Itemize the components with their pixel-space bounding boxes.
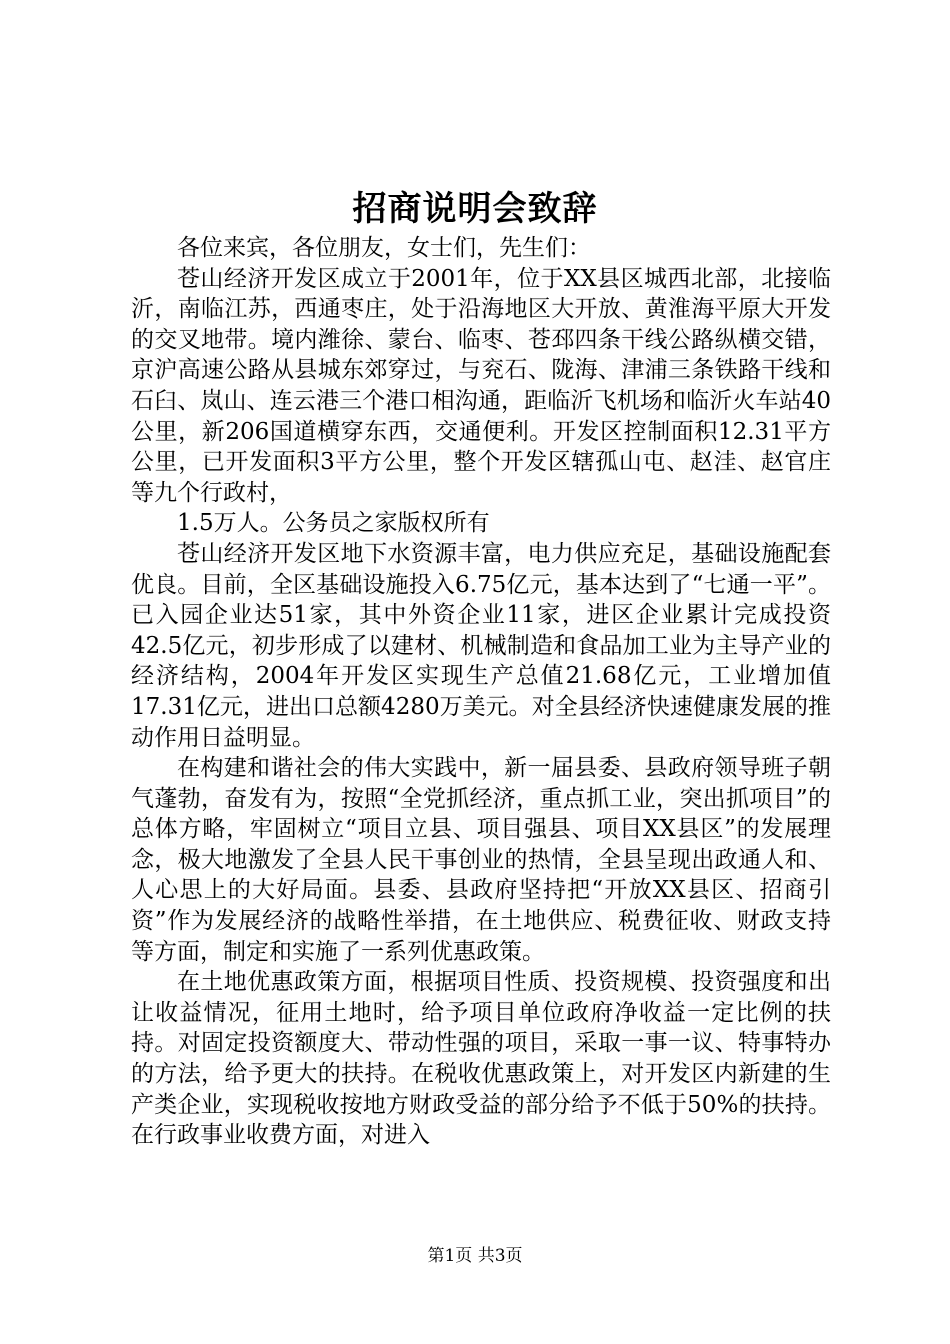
paragraph-population-note: 1.5万人。公务员之家版权所有 bbox=[177, 510, 490, 537]
document-title: 招商说明会致辞 bbox=[352, 189, 598, 229]
paragraph-overview: 苍山经济开发区成立于2001年，位于XX县区城西北部，北接临沂，南临江苏，西通枣庄，处于沿海地区大开放、黄淮海平原大开发的交叉地带。境内潍徐、蒙台、临枣、苍邳四条干线公路纵横交错，京沪高速公路从县城东郊穿过，与兖石、陇海、津浦三条铁路干线和石臼、岚山、连云港三个港口相沟通，距临沂飞机场和临沂火车站40公里，新206国道横穿东西，交通便利。开发区控制面积12.31平方公里，已开发面积3平方公里，整个开发区辖孤山屯、赵洼、赵官庄等九个行政村， bbox=[131, 265, 831, 506]
paragraph-development-strategy: 在构建和谐社会的伟大实践中，新一届县委、县政府领导班子朝气蓬勃，奋发有为，按照“全党抓经济，重点抓工业，突出抓项目”的总体方略，牢固树立“项目立县、项目强县、项目XX县区”的发展理念，极大地激发了全县人民干事创业的热情，全县呈现出政通人和、人心思上的大好局面。县委、县政府坚持把“开放XX县区、招商引资”作为发展经济的战略性举措，在土地供应、税费征收、财政支持等方面，制定和实施了一系列优惠政策。 bbox=[131, 755, 831, 965]
document-body bbox=[131, 233, 831, 1151]
page-footer: 第1页 共3页 bbox=[427, 1246, 523, 1266]
paragraph-infrastructure: 苍山经济开发区地下水资源丰富，电力供应充足，基础设施配套优良。目前，全区基础设施投入6.75亿元，基本达到了“七通一平”。已入园企业达51家，其中外资企业11家，进区企业累计完成投资42.5亿元，初步形成了以建材、机械制造和食品加工业为主导产业的经济结构，2004年开发区实现生产总值21.68亿元，工业增加值17.31亿元，进出口总额4280万美元。对全县经济快速健康发展的推动作用日益明显。 bbox=[131, 540, 831, 751]
paragraph-policy: 在土地优惠政策方面，根据项目性质、投资规模、投资强度和出让收益情况，征用土地时，给予项目单位政府净收益一定比例的扶持。对固定投资额度大、带动性强的项目，采取一事一议、特事特办的方法，给予更大的扶持。在税收优惠政策上，对开发区内新建的生产类企业，实现税收按地方财政受益的部分给予不低于50%的扶持。在行政事业收费方面，对进入 bbox=[131, 969, 831, 1149]
paragraph-greeting: 各位来宾，各位朋友，女士们，先生们： bbox=[177, 235, 591, 261]
